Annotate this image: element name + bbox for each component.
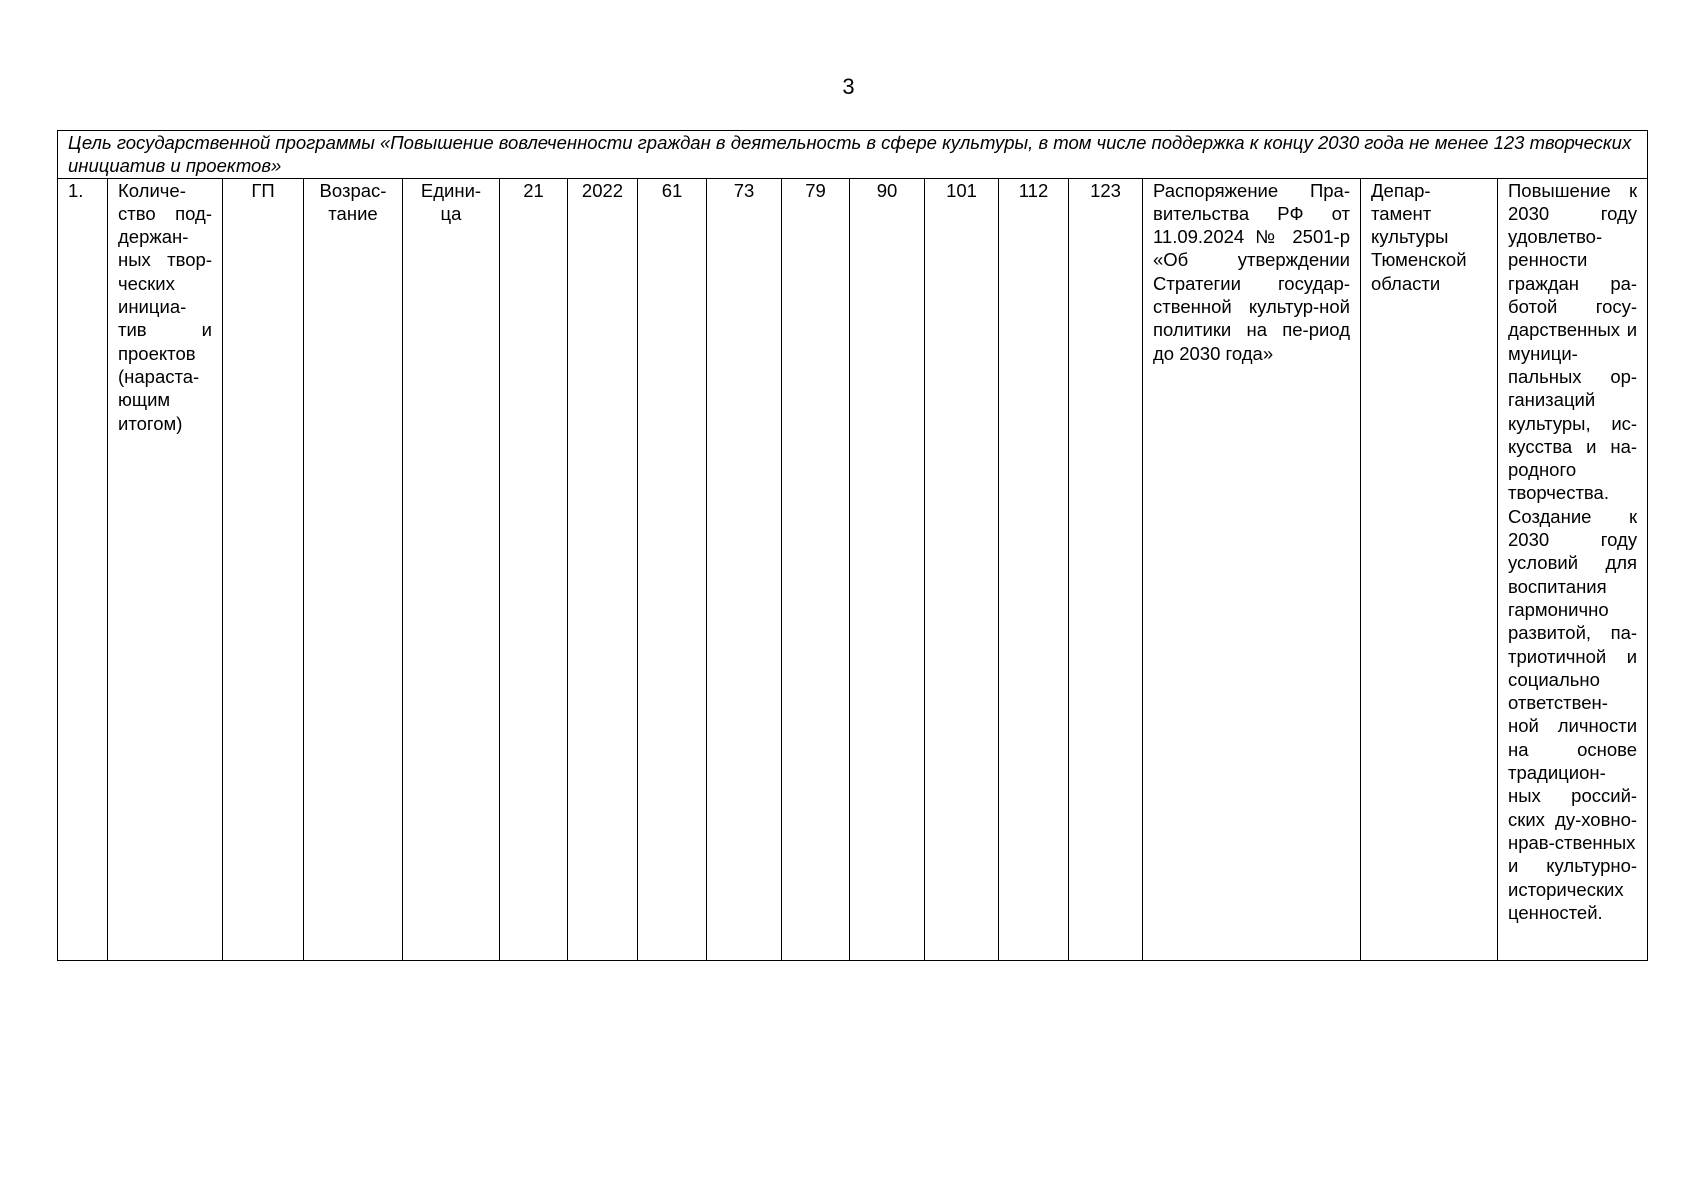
- goal-text: Цель государственной программы «Повышение вовлеченности граждан в деятельность в сфере культуры, в том числе поддержка к концу 2030 года не менее 123 творческих инициатив и проектов»: [58, 131, 1648, 179]
- value-cell: 61: [638, 178, 707, 960]
- page-number: 3: [842, 74, 855, 99]
- indicator-unit: Едини-ца: [403, 178, 500, 960]
- value-cell: 90: [850, 178, 925, 960]
- goal-row: [58, 131, 1648, 179]
- indicator-level: ГП: [223, 178, 304, 960]
- value-cell: 73: [707, 178, 782, 960]
- value-cell: 79: [782, 178, 850, 960]
- national-goal-link: Повышение к 2030 году удовлетво-ренности граждан ра-ботой госу-дарственных и муници-пальных ор-ганизаций культуры, ис-кусства и на-родного творчества. Создание к 2030 году условий для воспитания гармонично развитой, па-триотичной и социально ответствен-ной личности на основе традицион-ных россий-ских ду-ховно-нрав-ственных и культурно-исторических ценностей.: [1498, 178, 1648, 960]
- row-index: 1.: [58, 178, 108, 960]
- value-cell: 101: [925, 178, 999, 960]
- base-value: 21: [500, 178, 568, 960]
- value-cell: 112: [999, 178, 1069, 960]
- value-cell: 123: [1069, 178, 1143, 960]
- indicator-name: Количе-ство под-держан-ных твор-ческих инициа-тив и проектов (нараста-ющим итогом): [108, 178, 223, 960]
- indicator-trend: Возрас-тание: [304, 178, 403, 960]
- base-year: 2022: [568, 178, 638, 960]
- responsible-body: Депар-тамент культуры Тюменской области: [1361, 178, 1498, 960]
- indicators-table: [57, 130, 1648, 961]
- table-row: [58, 178, 1648, 960]
- regulatory-document: Распоряжение Пра-вительства РФ от 11.09.2024 № 2501-р «Об утверждении Стратегии государ-ственной культур-ной политики на пе-риод до 2030 года»: [1143, 178, 1361, 960]
